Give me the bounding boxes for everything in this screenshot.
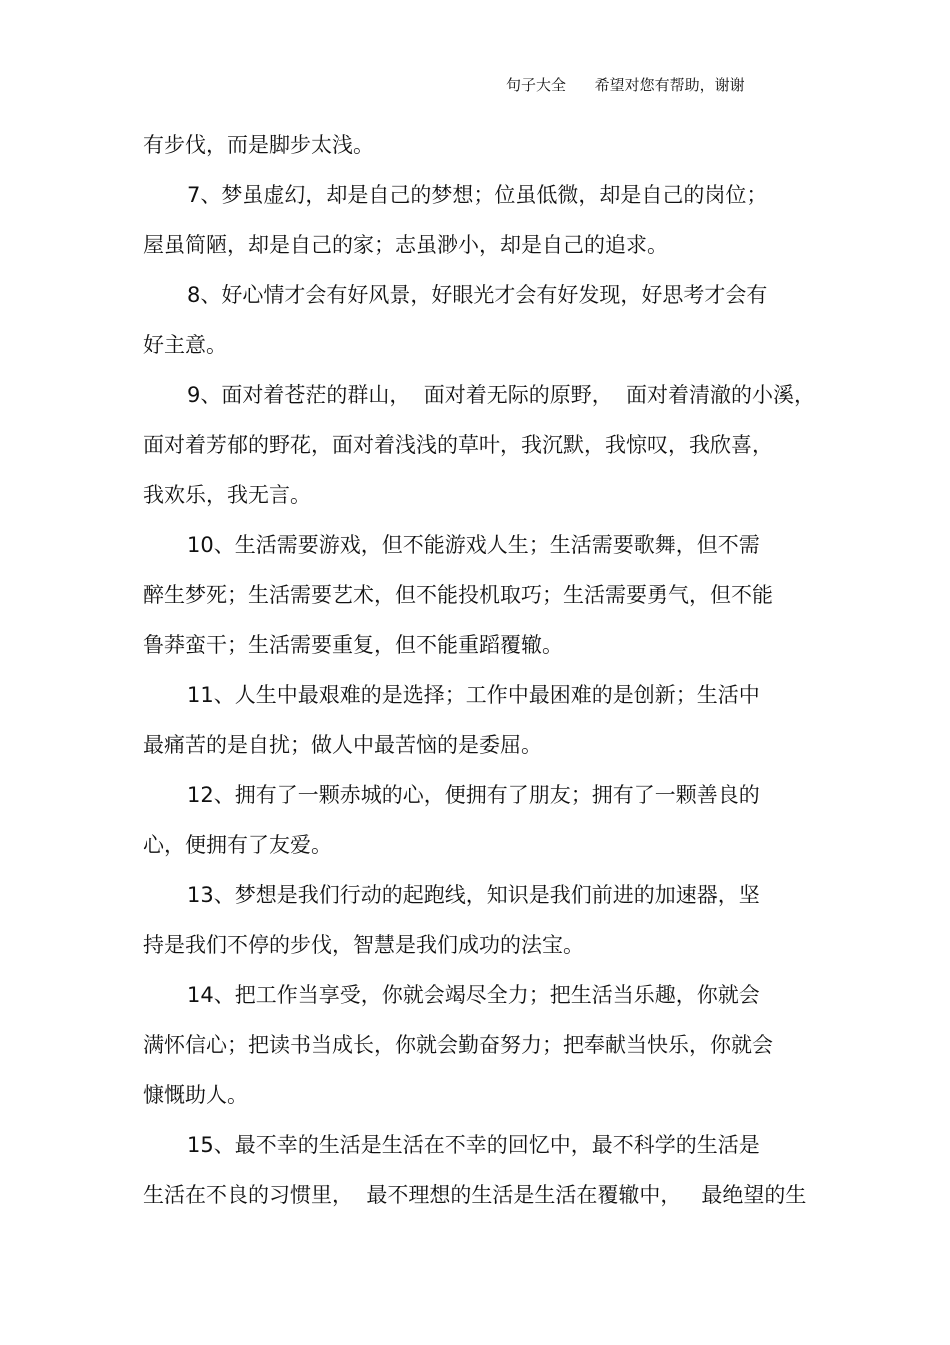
text-line: 心，便拥有了友爱。 — [143, 833, 332, 857]
text-line: 面对着芳郁的野花，面对着浅浅的草叶，我沉默，我惊叹，我欣喜， — [143, 433, 773, 457]
text-line: 8、好心情才会有好风景，好眼光才会有好发现，好思考才会有 — [187, 283, 768, 307]
text-line: 持是我们不停的步伐，智慧是我们成功的法宝。 — [143, 933, 584, 957]
header-source: 句子大全 — [506, 76, 567, 94]
text-line: 有步伐，而是脚步太浅。 — [143, 133, 374, 157]
text-line: 生活在不良的习惯里， 最不理想的生活是生活在覆辙中， 最绝望的生 — [143, 1183, 807, 1207]
text-line: 7、梦虽虚幻，却是自己的梦想；位虽低微，却是自己的岗位； — [187, 183, 768, 207]
text-line: 我欢乐，我无言。 — [143, 483, 311, 507]
page-header — [506, 74, 745, 95]
text-line: 11、人生中最艰难的是选择；工作中最困难的是创新；生活中 — [187, 683, 760, 707]
text-line: 鲁莽蛮干；生活需要重复，但不能重蹈覆辙。 — [143, 633, 563, 657]
text-line: 15、最不幸的生活是生活在不幸的回忆中，最不科学的生活是 — [187, 1133, 760, 1157]
text-line: 满怀信心；把读书当成长，你就会勤奋努力；把奉献当快乐，你就会 — [143, 1033, 773, 1057]
text-line: 最痛苦的是自扰；做人中最苦恼的是委屈。 — [143, 733, 542, 757]
text-line: 10、生活需要游戏，但不能游戏人生；生活需要歌舞，但不需 — [187, 533, 760, 557]
text-line: 9、面对着苍茫的群山， 面对着无际的原野， 面对着清澈的小溪， — [187, 383, 816, 407]
text-line: 醉生梦死；生活需要艺术，但不能投机取巧；生活需要勇气，但不能 — [143, 583, 773, 607]
text-line: 12、拥有了一颗赤城的心，便拥有了朋友；拥有了一颗善良的 — [187, 783, 760, 807]
text-line: 慷慨助人。 — [143, 1083, 248, 1107]
header-message: 希望对您有帮助，谢谢 — [594, 76, 745, 94]
text-line: 屋虽简陋，却是自己的家；志虽渺小，却是自己的追求。 — [143, 233, 668, 257]
text-line: 13、梦想是我们行动的起跑线，知识是我们前进的加速器，坚 — [187, 883, 760, 907]
text-line: 14、把工作当享受，你就会竭尽全力；把生活当乐趣，你就会 — [187, 983, 760, 1007]
text-line: 好主意。 — [143, 333, 227, 357]
